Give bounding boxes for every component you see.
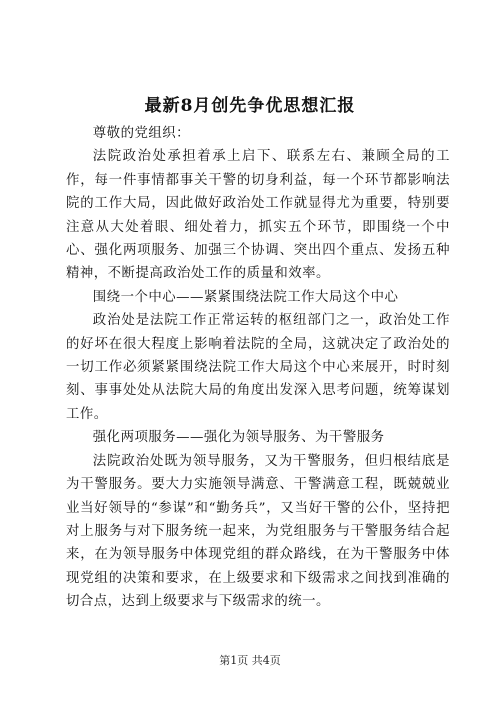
section-heading-one-center: 围绕一个中心——紧紧围绕法院工作大局这个中心 [92, 289, 399, 305]
salutation: 尊敬的党组织： [92, 126, 191, 141]
section-heading-two-services: 强化两项服务——强化为领导服务、为干警服务 [92, 430, 385, 446]
page-footer: 第1页 共4页 [219, 654, 281, 667]
paragraph-one-center: 政治处是法院工作正常运转的枢纽部门之一，政治处工作的好坏在很大程度上影响着法院的全局，这就决定了政治处的一切工作必须紧紧围绕法院工作大局这个中心来展开，时时刻刻、事事处处从法院大局的角度出发深入思考问题，统筹谋划工作。 [66, 313, 450, 422]
document-title: 最新8月创先争优思想汇报 [144, 96, 356, 116]
paragraph-intro: 法院政治处承担着承上启下、联系左右、兼顾全局的工作，每一件事情都事关干警的切身利益，每一个环节都影响法院的工作大局，因此做好政治处工作就显得尤为重要，特别要注意从大处着眼、细处着力，抓实五个环节，即围绕一个中心、强化两项服务、加强三个协调、突出四个重点、发扬五种精神，不断提高政治处工作的质量和效率。 [66, 149, 450, 282]
paragraph-two-services: 法院政治处既为领导服务，又为干警服务，但归根结底是为干警服务。要大力实施领导满意、干警满意工程，既兢兢业业当好领导的“参谋”和“勤务兵”，又当好干警的公仆，坚持把对上服务与对下服务统一起来，为党组服务与干警服务结合起来，在为领导服务中体现党组的群众路线，在为干警服务中体现党组的决策和要求，在上级要求和下级需求之间找到准确的切合点，达到上级要求与下级需求的统一。 [66, 453, 450, 610]
document-body [66, 122, 450, 614]
